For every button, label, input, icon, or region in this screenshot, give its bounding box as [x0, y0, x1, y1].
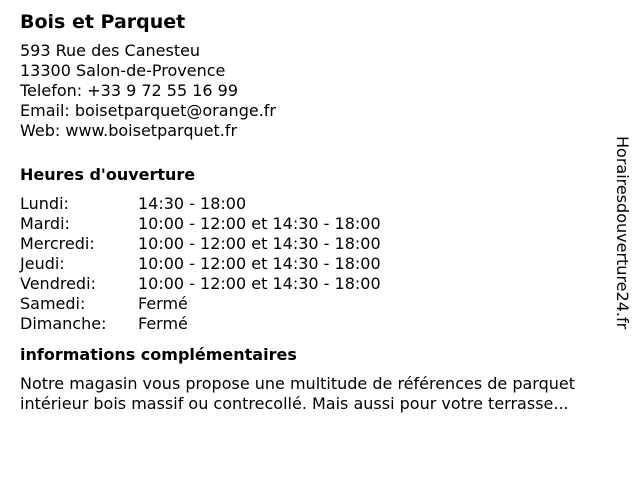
hours-time: 14:30 - 18:00	[138, 194, 247, 213]
hours-row-tuesday	[20, 214, 610, 234]
hours-time: 10:00 - 12:00 et 14:30 - 18:00	[138, 274, 381, 293]
description-line-1: Notre magasin vous propose une multitude de références de parquet	[20, 374, 576, 393]
additional-info-heading: informations complémentaires	[20, 345, 297, 364]
address-city: 13300 Salon-de-Provence	[20, 61, 226, 80]
hours-day: Lundi:	[20, 194, 69, 213]
site-watermark: Horairesdouverture24.fr	[613, 136, 632, 330]
hours-day: Mercredi:	[20, 234, 95, 253]
phone-number[interactable]: Telefon: +33 9 72 55 16 99	[20, 81, 239, 100]
hours-time: Fermé	[138, 314, 188, 333]
hours-day: Vendredi:	[20, 274, 96, 293]
hours-time: 10:00 - 12:00 et 14:30 - 18:00	[138, 234, 381, 253]
description-line-2: intérieur bois massif ou contrecollé. Mais aussi pour votre terrasse...	[20, 394, 569, 413]
hours-row-monday	[20, 194, 610, 214]
hours-time: Fermé	[138, 294, 188, 313]
email-address[interactable]: Email: boisetparquet@orange.fr	[20, 101, 276, 120]
hours-row-friday	[20, 274, 610, 294]
hours-day: Mardi:	[20, 214, 70, 233]
hours-time: 10:00 - 12:00 et 14:30 - 18:00	[138, 254, 381, 273]
hours-row-wednesday	[20, 234, 610, 254]
address-street: 593 Rue des Canesteu	[20, 41, 201, 60]
hours-time: 10:00 - 12:00 et 14:30 - 18:00	[138, 214, 381, 233]
business-name: Bois et Parquet	[20, 11, 186, 33]
hours-day: Jeudi:	[20, 254, 65, 273]
business-card	[20, 10, 610, 414]
hours-day: Dimanche:	[20, 314, 107, 333]
hours-day: Samedi:	[20, 294, 86, 313]
opening-hours-table	[20, 194, 610, 334]
website-link[interactable]: Web: www.boisetparquet.fr	[20, 121, 238, 140]
hours-row-thursday	[20, 254, 610, 274]
opening-hours-heading: Heures d'ouverture	[20, 165, 196, 184]
hours-row-saturday	[20, 294, 610, 314]
hours-row-sunday	[20, 314, 610, 334]
